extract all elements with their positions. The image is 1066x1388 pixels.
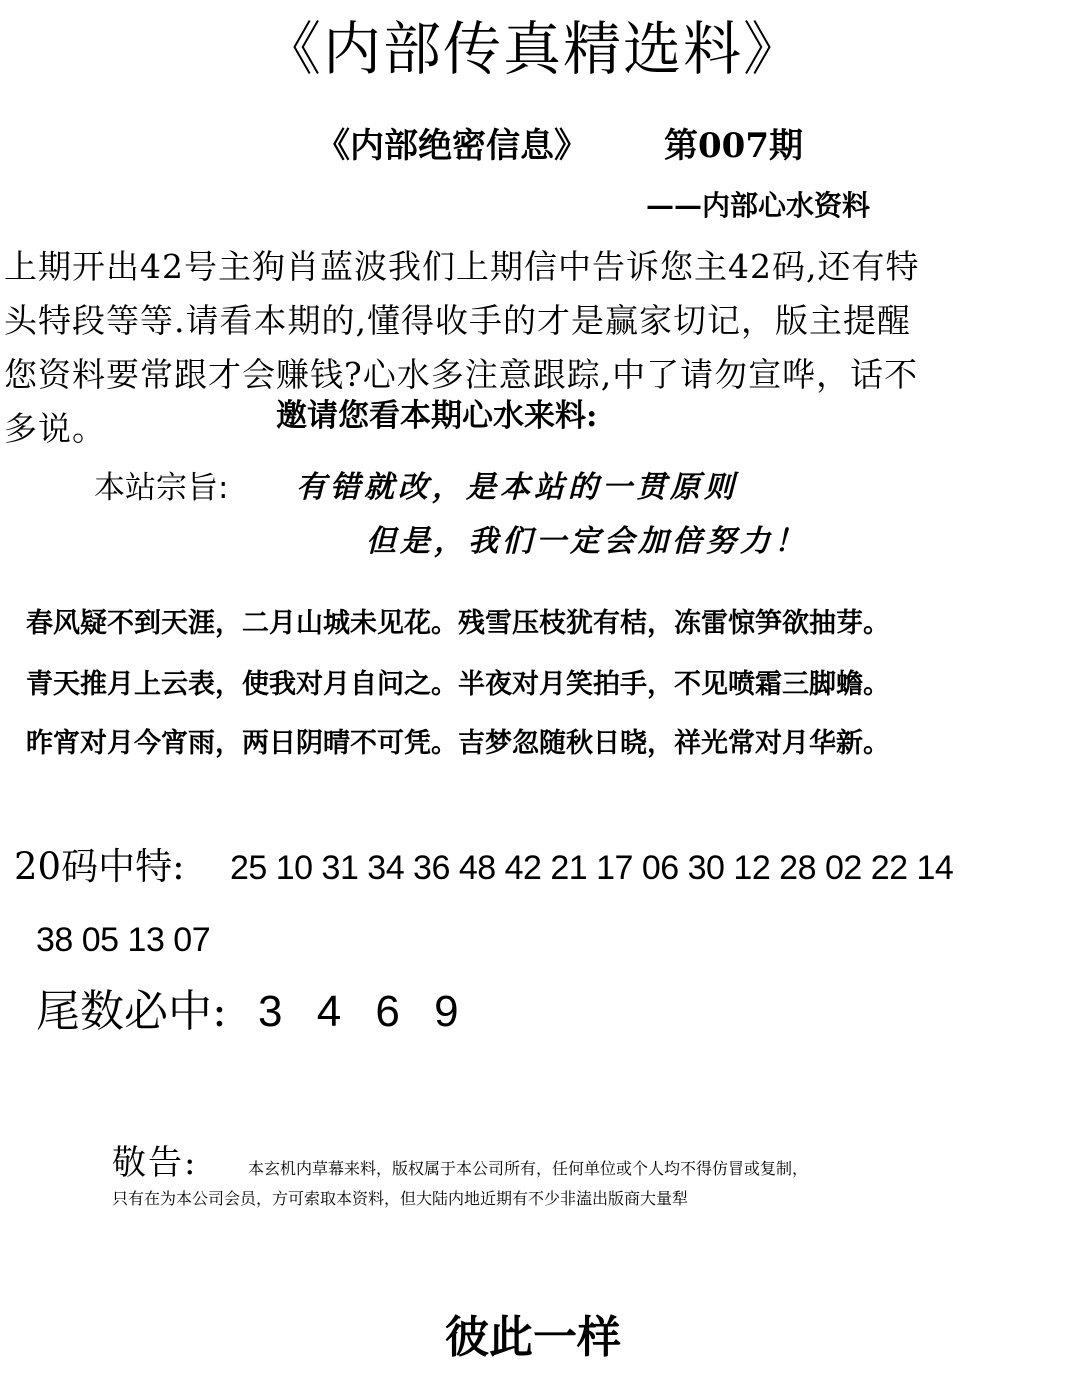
intro-line: 多说。 xyxy=(4,409,106,448)
intro-line: 您资料要常跟才会赚钱?心水多注意跟踪,中了请勿宣哗，话不 xyxy=(4,355,919,394)
motto-label: 本站宗旨: xyxy=(94,470,229,506)
notice-line-1: 本玄机内草幕来料，版权属于本公司所有，任何单位或个人均不得仿冒或复制， xyxy=(248,1159,809,1178)
poem-line-2: 青天推月上云表，使我对月自问之。半夜对月笑拍手，不见喷霜三脚蟾。 xyxy=(26,669,890,700)
motto-line-1: 有错就改，是本站的一贯原则 xyxy=(296,470,738,505)
footer-text: 彼此一样 xyxy=(445,1312,621,1363)
issue-number: 第007期 xyxy=(664,126,803,166)
codes-numbers-line-2: 38 05 13 07 xyxy=(36,921,211,959)
page-title: 《内部传真精选料》 xyxy=(262,15,803,83)
codes-numbers-line-1: 25 10 31 34 36 48 42 21 17 06 30 12 28 02 22 14 xyxy=(230,849,954,887)
intro-line: 上期开出42号主狗肖蓝波我们上期信中告诉您主42码,还有特 xyxy=(4,247,920,286)
tail-numbers: 3 4 6 9 xyxy=(258,987,459,1036)
poem-line-3: 昨宵对月今宵雨，两日阴晴不可凭。吉梦忽随秋日晓，祥光常对月华新。 xyxy=(26,728,890,759)
tail-label: 尾数必中: xyxy=(36,986,227,1037)
poem-line-1: 春风疑不到天涯，二月山城未见花。残雪压枝犹有桔，冻雷惊笋欲抽芽。 xyxy=(26,608,890,639)
notice-label: 敬告: xyxy=(112,1143,198,1183)
motto-line-2: 但是，我们一定会加倍努力！ xyxy=(366,524,808,559)
codes-label: 20码中特: xyxy=(14,845,185,888)
intro-line: 头特段等等.请看本期的,懂得收手的才是赢家切记，版主提醒 xyxy=(4,301,911,340)
notice-line-2: 只有在为本公司会员，方可索取本资料，但大陆内地近期有不少非溘出版商大量犁 xyxy=(112,1189,689,1208)
source-label: ——内部心水资料 xyxy=(646,189,871,222)
invite-text: 邀请您看本期心水来料: xyxy=(276,398,598,434)
subtitle: 《内部绝密信息》 xyxy=(316,126,588,166)
